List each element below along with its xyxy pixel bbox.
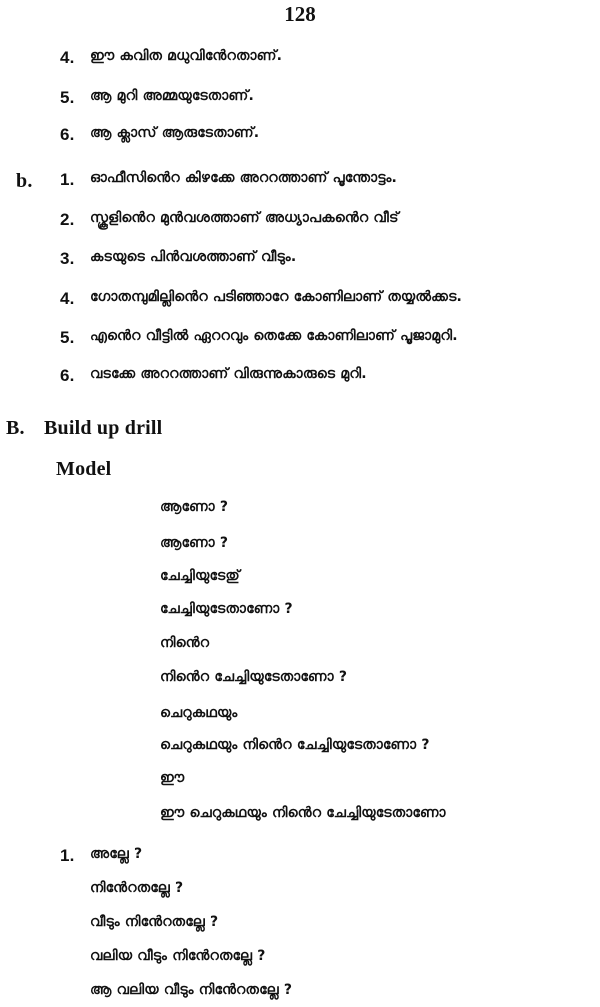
model-line-text: ചെറുകഥയും നിൻെറ ചേച്ചിയുടേതാണോ ? — [160, 737, 430, 753]
exercise-line-text: വലിയ വീടും നിൻേറതല്ലേ ? — [90, 948, 266, 964]
item-text: ഈ കവിത മധുവിൻേറതാണ്. — [90, 48, 283, 64]
exercise-number: 1. — [60, 846, 75, 865]
page-number: 128 — [284, 2, 316, 26]
item-number: 2. — [60, 210, 75, 229]
item-text: ആ ക്ലാസ് ആരുടേതാണ്. — [90, 125, 260, 141]
item-number: 6. — [60, 125, 75, 144]
exercise-line-text: അല്ലേ ? — [90, 846, 143, 862]
exercise-line-text: നിൻേറതല്ലേ ? — [90, 880, 184, 896]
model-line-text: നിൻെറ ചേച്ചിയുടേതാണോ ? — [160, 669, 348, 685]
item-number: 4. — [60, 48, 75, 67]
model-line-text: ഈ ചെറുകഥയും നിൻെറ ചേച്ചിയുടേതാണോ — [160, 805, 446, 821]
exercise-line-text: വീടും നിൻേറതല്ലേ ? — [90, 914, 219, 930]
item-number: 3. — [60, 249, 75, 268]
item-text: ഓഫീസിൻെറ കിഴക്കേ അററത്താണ് പൂന്തോട്ടം. — [90, 170, 398, 186]
item-text: ഗോതമ്പുമില്ലിൻെറ പടിഞ്ഞാറേ കോണിലാണ് തയ്യൽക്കട. — [90, 289, 463, 305]
model-line-text: ചെറുകഥയും — [160, 705, 238, 721]
section-letter: B. — [6, 417, 25, 439]
model-line-text: ഈ — [160, 770, 185, 786]
model-line-text: ചേച്ചിയുടേതാണോ ? — [160, 601, 293, 617]
item-text: എൻെറ വീട്ടിൽ ഏററവും തെക്കേ കോണിലാണ് പൂജാമുറി. — [90, 328, 458, 344]
item-text: സ്കൂളിൻെറ മുൻവശത്താണ് അധ്യാപകൻെറ വീട് — [90, 210, 399, 226]
item-text: ആ മുറി അമ്മയുടേതാണ്. — [90, 88, 254, 104]
exercise-line-text: ആ വലിയ വീടും നിൻേറതല്ലേ ? — [90, 982, 293, 998]
section-title: Build up drill — [44, 417, 163, 439]
item-number: 1. — [60, 170, 75, 189]
model-label: Model — [56, 458, 112, 480]
model-line-text: ആണോ ? — [160, 535, 229, 551]
model-line-text: ആണോ ? — [160, 499, 229, 515]
item-text: വടക്കേ അററത്താണ് വിരുന്നുകാരുടെ മുറി. — [90, 366, 367, 382]
item-number: 5. — [60, 328, 75, 347]
item-number: 6. — [60, 366, 75, 385]
item-number: 4. — [60, 289, 75, 308]
model-line-text: ചേച്ചിയുടേതു് — [160, 568, 240, 584]
item-text: കടയുടെ പിൻവശത്താണ് വീടും. — [90, 249, 297, 265]
item-number: 5. — [60, 88, 75, 107]
section-marker: b. — [16, 170, 33, 192]
model-line-text: നിൻെറ — [160, 635, 210, 651]
